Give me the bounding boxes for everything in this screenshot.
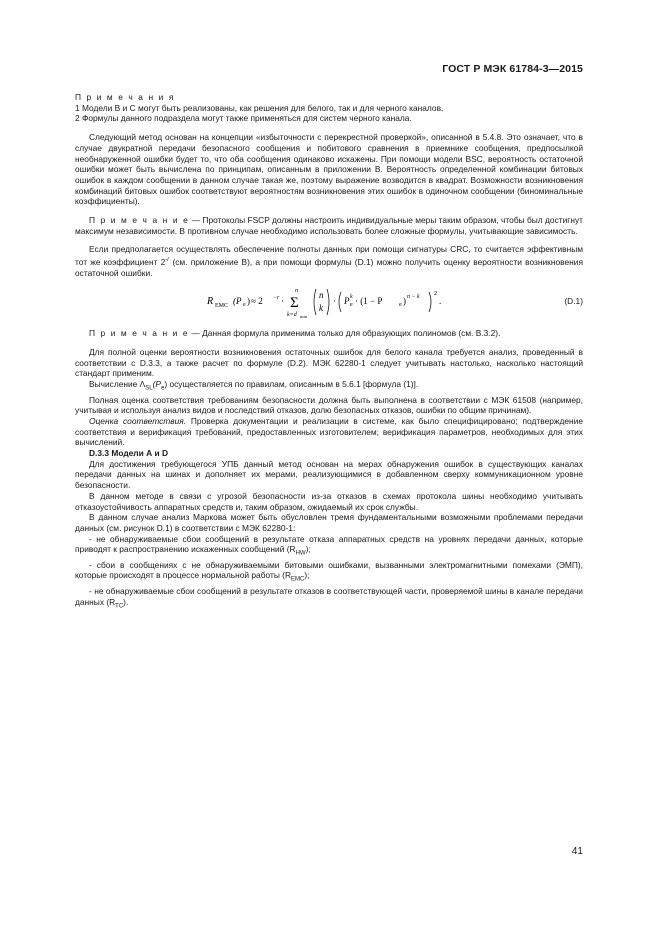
bullet3-sub: TC (115, 603, 124, 610)
lambda-sub2: e (160, 385, 165, 392)
lambda-b: (P (152, 379, 161, 390)
formula-lhs-sub: EMC (215, 303, 229, 310)
conformity-italic: Оценка соответствия. (89, 415, 187, 426)
inner-a-sup: k (350, 294, 353, 301)
standard-header: ГОСТ Р МЭК 61784-3—2015 (442, 63, 583, 75)
formula-sum-top: n (295, 288, 298, 295)
inner-a-sub: e (350, 302, 353, 309)
formula-sum-bottom-sub: min (300, 314, 308, 320)
bullet-tc (75, 586, 583, 612)
bullet3-end: ). (123, 596, 129, 607)
formula-approx-sup: −r (273, 295, 280, 302)
formula-expression (207, 284, 507, 323)
paragraph-conformity (75, 416, 583, 448)
formula-sum-bottom: k=d (287, 312, 297, 319)
formula-end: . (439, 296, 442, 307)
bullet2-text: - сбои в сообщениях с не обнаруживаемыми битовыми ошибками, вызванными электромагнитными помехами (ЭМП), которые происходят в процессе нормальной работы (R (75, 559, 583, 581)
binom-bottom: k (319, 303, 323, 314)
note-label: П р и м е ч а н и е (89, 215, 190, 226)
formula-approx: ≈ 2 (251, 296, 263, 307)
paragraph-markov: В данном случае анализ Маркова может быть обусловлен тремя фундаментальными возможными проблемами передачи данных (см. рисунок D.1) в соответствии с МЭК 62280-1: (75, 512, 583, 533)
bullet2-sub: EMC (291, 577, 305, 584)
bullet2-end: ); (304, 570, 310, 581)
notes-title-text: П р и м е ч а н и я (75, 92, 175, 102)
binom-left-paren (314, 289, 316, 315)
inner-a: P (344, 296, 350, 307)
paragraph-white-channel: Для полной оценки вероятности возникновения остаточных ошибок для белого канала требуется анализ, проведенный в соответствии с D.3.3, а также расчет по формуле (D.2). МЭК 62280-1 следует учитывать настолько, насколько настоящий стандарт применим. (75, 347, 583, 379)
formula-arg-end: ) (247, 296, 250, 307)
page-number: 41 (571, 846, 583, 857)
paragraph-cross-check: Следующий метод основан на концепции «избыточности с перекрестной проверкой», описанной в 5.4.8. Это означает, что в случае двукратной передачи безопасного сообщения и побитового сравнения в приемнике сообщения, предпосылкой необнаруженной ошибки будет то, что оба сообщения одинаково искажены. При помощи модели BSC, вероятность остаточной ошибки может быть вычислена по принципам, описанным в приложении В. Вероятность определенной комбинации битовых ошибок в каждом сообщении в данном случае такая же, поэтому выражение возводится в квадрат. Возможности возникновения комбинаций битовых ошибок соответствуют вероятностям возникновения этих ошибок в одиночном сообщении (биноминальные коэффициенты). (75, 132, 583, 207)
bullet1-end: ); (305, 544, 311, 555)
bullet-hw (75, 534, 583, 560)
formula-arg: (P (233, 296, 242, 307)
bullet3-text: - не обнаруживаемые сбои сообщений в результате отказов в соответствующей части, проверяемой шины в канале передачи данных (R (75, 585, 583, 607)
formula-dot: · (281, 296, 284, 307)
note-text: — Протоколы FSCP должны настроить индивидуальные меры таким образом, чтобы был достигнут максимум независимости. В противном случае необходимо использовать более сложные формулы, учитывающие зависимость. (75, 215, 583, 236)
lambda-a: Вычисление Λ (89, 379, 146, 390)
note-fscp (75, 215, 583, 236)
conformity-text: Проверка документации и реализации в системе, как было специфицировано; подтверждение соответствия и верификация требований, предоставленных изготовителем; верификация параметров, необходимых для этих вычислений. (75, 415, 583, 448)
paragraph-assessment: Полная оценка соответствия требованиям безопасности должна быть выполнена в соответствии с МЭК 61508 (например, учитывая и используя анализ видов и последствий отказов, долю безопасных отказов, ошибки по общим причинам). (75, 394, 583, 416)
outer-right-bracket (429, 292, 431, 312)
lambda-c: ) осуществляется по правилам, описанным в 5.6.1 [формула (1)]. (164, 379, 419, 390)
crc-exponent: -r (165, 257, 170, 264)
note-item-1: 1 Модели В и С могут быть реализованы, как решения для белого, так и для черного каналов. (75, 102, 444, 113)
bullet1-text: - не обнаруживаемые сбои сообщений в результате отказа аппаратных средств на уровнях передачи данных, которые приводят к распространению искаженных сообщений (R (75, 533, 583, 555)
lambda-sub: SL (145, 385, 153, 392)
paragraph-hardware: В данном методе в связи с угрозой безопасности из-за отказов в схемах протокола шины необходимо учитывать отказоустойчивость аппаратных средств и, таким образом, ожидаемый их срок службы. (75, 490, 583, 512)
binom-top: n (319, 290, 324, 301)
note-item-2: 2 Формулы данного подраздела могут также применяться для систем черного канала. (75, 113, 412, 124)
crc-text-a: Если предполагается осуществлять обеспечение полноты данных при помощи сигнатуры CRC, то считается эффективным тот же коэффициент 2 (75, 244, 583, 267)
inner-b-end: ) (403, 296, 406, 307)
formula-arg-sub: e (243, 302, 246, 309)
bullet1-sub: HW (295, 551, 306, 558)
formula-d1 (75, 284, 583, 320)
notes-title (75, 92, 583, 103)
outer-sup: 2 (434, 291, 437, 298)
formula-dot-2: · (333, 296, 336, 307)
paragraph-crc (75, 244, 583, 278)
inner-b: · (1 − P (355, 296, 383, 307)
formula-number: (D.1) (564, 296, 583, 307)
note3-label: П р и м е ч а н и е (89, 328, 190, 339)
crc-text-b: (см. приложение В), а при помощи формулы (D.1) можно получить оценку вероятности возникновения остаточной ошибки. (75, 256, 583, 278)
bullet-emc (75, 560, 583, 586)
note-polynomials (75, 328, 583, 339)
inner-b-sup: n − k (407, 294, 420, 301)
section-heading: D.3.3 Модели А и D (89, 448, 168, 459)
note3-text: — Данная формула применима только для образующих полиномов (см. В.3.2). (189, 328, 501, 339)
binom-right-paren (327, 289, 329, 315)
formula-sum-sign: Σ (290, 295, 299, 312)
document-body (75, 92, 583, 612)
formula-svg (207, 284, 507, 320)
formula-lhs: R (207, 296, 214, 308)
paragraph-lambda (75, 379, 583, 394)
outer-left-bracket (339, 292, 341, 312)
paragraph-models-ad: Для достижения требующегося УПБ данный метод основан на мерах обнаружения ошибок в существующих каналах передачи данных на шинах и дополняет их мерами, реализующимися в добавленном сверху коммуникационном уровне безопасности. (75, 458, 583, 491)
inner-b-sub: e (399, 302, 402, 309)
